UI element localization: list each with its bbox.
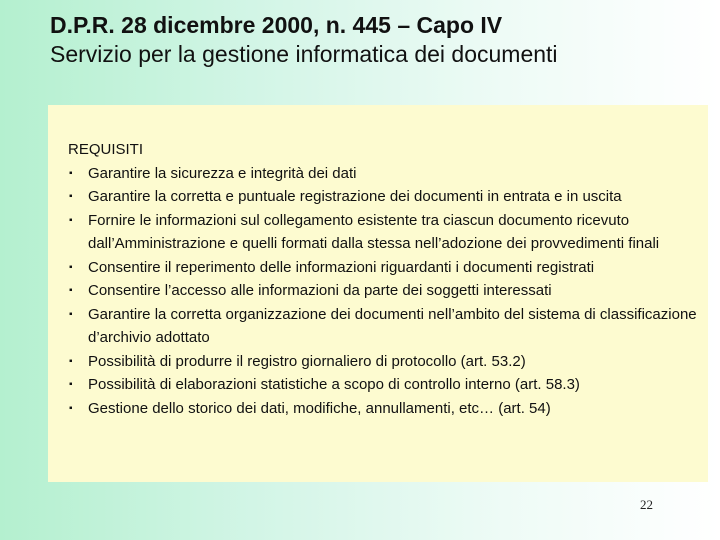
title-line-1: D.P.R. 28 dicembre 2000, n. 445 – Capo IV	[50, 12, 503, 38]
list-item-text: Garantire la sicurezza e integrità dei dati	[88, 164, 357, 182]
square-bullet-icon: ▪	[69, 167, 73, 179]
square-bullet-icon: ▪	[69, 308, 73, 320]
list-item-text: Possibilità di produrre il registro giornaliero di protocollo (art. 53.2)	[88, 352, 526, 370]
list-item	[68, 162, 708, 186]
list-item-text: Gestione dello storico dei dati, modifiche, annullamenti, etc… (art. 54)	[88, 399, 551, 417]
list-item	[68, 209, 708, 256]
list-item-text: Consentire il reperimento delle informazioni riguardanti i documenti registrati	[88, 258, 595, 276]
square-bullet-icon: ▪	[69, 379, 73, 390]
requirements-list	[68, 162, 708, 421]
square-bullet-icon: ▪	[69, 402, 73, 414]
list-item	[68, 397, 708, 421]
list-item	[68, 256, 708, 280]
list-item-text: Garantire la corretta organizzazione dei documenti nell’ambito del sistema di classificazione d’archivio adottato	[88, 305, 697, 346]
page-number: 22	[640, 497, 653, 512]
list-item	[68, 350, 708, 374]
square-bullet-icon: ▪	[69, 214, 73, 226]
list-item	[68, 185, 708, 209]
list-item-text: Fornire le informazioni sul collegamento esistente tra ciascun documento ricevuto dall’Amministrazione e quelli formati dalla stessa nell’adozione dei provvedimenti finali	[88, 211, 660, 252]
list-item-text: Garantire la corretta e puntuale registrazione dei documenti in entrata e in uscita	[88, 188, 622, 205]
title-line-2: Servizio per la gestione informatica dei documenti	[50, 41, 558, 67]
list-item	[68, 303, 708, 350]
list-item-text: Consentire l’accesso alle informazioni da parte dei soggetti interessati	[88, 282, 552, 299]
list-item	[68, 373, 708, 397]
section-heading: REQUISITI	[68, 141, 144, 158]
requirements-box	[48, 105, 708, 482]
square-bullet-icon: ▪	[69, 285, 73, 296]
square-bullet-icon: ▪	[69, 261, 73, 273]
square-bullet-icon: ▪	[69, 191, 73, 202]
list-item-text: Possibilità di elaborazioni statistiche a scopo di controllo interno (art. 58.3)	[88, 376, 580, 393]
square-bullet-icon: ▪	[69, 355, 73, 367]
list-item	[68, 279, 708, 303]
slide-title	[50, 10, 710, 68]
